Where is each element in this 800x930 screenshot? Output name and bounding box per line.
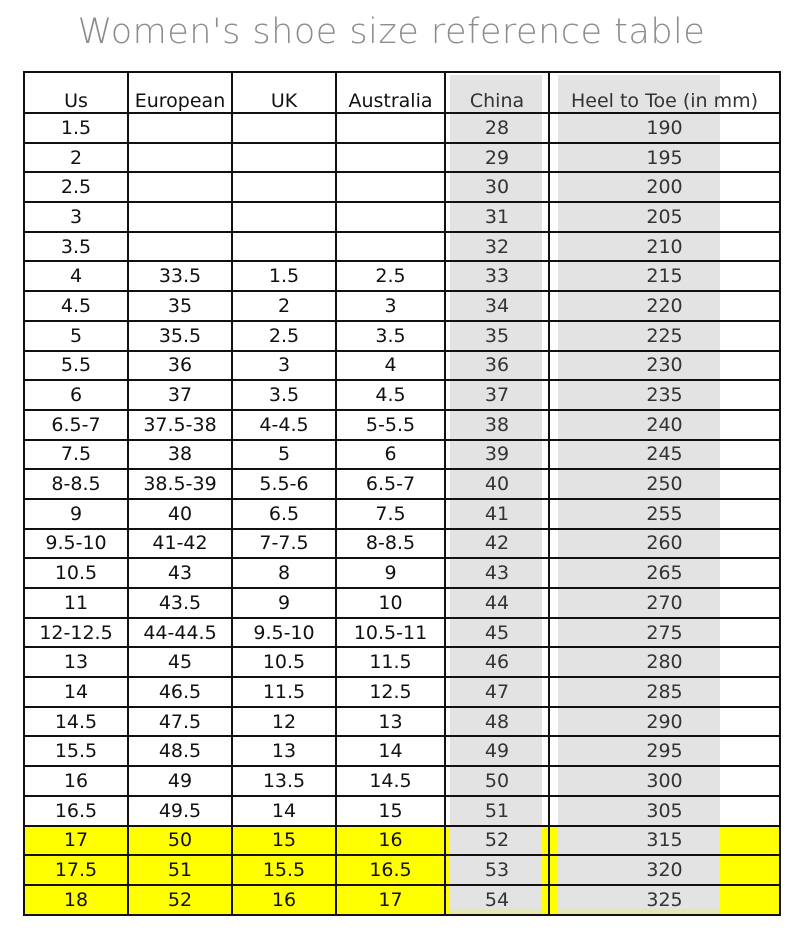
- cell-uk: 9: [232, 588, 336, 618]
- cell-china: 50: [445, 766, 549, 796]
- cell-uk: 15.5: [232, 855, 336, 885]
- cell-australia: 4.5: [336, 380, 445, 410]
- table-row: [24, 232, 780, 262]
- cell-china: 42: [445, 529, 549, 559]
- page-title: Women's shoe size reference table: [77, 12, 706, 52]
- cell-australia: 3: [336, 291, 445, 321]
- table-row: [24, 351, 780, 381]
- cell-us: 8-8.5: [24, 469, 128, 499]
- cell-heel-to-toe: 230: [549, 351, 780, 381]
- cell-us: 11: [24, 588, 128, 618]
- table-row: [24, 736, 780, 766]
- cell-australia: 2.5: [336, 261, 445, 291]
- cell-us: 7.5: [24, 440, 128, 470]
- cell-australia: 10: [336, 588, 445, 618]
- cell-australia: 10.5-11: [336, 618, 445, 648]
- cell-heel-to-toe: 200: [549, 172, 780, 202]
- cell-european: 50: [128, 826, 232, 856]
- cell-us: 16: [24, 766, 128, 796]
- cell-european: 49: [128, 766, 232, 796]
- cell-heel-to-toe: 250: [549, 469, 780, 499]
- cell-uk: 10.5: [232, 647, 336, 677]
- cell-china: 34: [445, 291, 549, 321]
- table-row: [24, 647, 780, 677]
- cell-heel-to-toe: 285: [549, 677, 780, 707]
- cell-china: 54: [445, 885, 549, 915]
- header-china: China: [445, 72, 549, 113]
- cell-us: 14: [24, 677, 128, 707]
- cell-china: 40: [445, 469, 549, 499]
- cell-european: 44-44.5: [128, 618, 232, 648]
- cell-australia: 13: [336, 707, 445, 737]
- cell-european: 46.5: [128, 677, 232, 707]
- cell-uk: 3.5: [232, 380, 336, 410]
- cell-china: 38: [445, 410, 549, 440]
- table-row: [24, 618, 780, 648]
- cell-european: 41-42: [128, 529, 232, 559]
- cell-us: 1.5: [24, 113, 128, 143]
- cell-european: 43: [128, 558, 232, 588]
- cell-european: [128, 232, 232, 262]
- table-row: [24, 202, 780, 232]
- cell-european: 35: [128, 291, 232, 321]
- cell-us: 9: [24, 499, 128, 529]
- table-row: [24, 529, 780, 559]
- cell-heel-to-toe: 215: [549, 261, 780, 291]
- table-row: [24, 707, 780, 737]
- cell-heel-to-toe: 205: [549, 202, 780, 232]
- cell-us: 4.5: [24, 291, 128, 321]
- cell-china: 28: [445, 113, 549, 143]
- cell-australia: 11.5: [336, 647, 445, 677]
- cell-heel-to-toe: 225: [549, 321, 780, 351]
- cell-australia: 14.5: [336, 766, 445, 796]
- cell-heel-to-toe: 290: [549, 707, 780, 737]
- cell-european: 49.5: [128, 796, 232, 826]
- cell-china: 44: [445, 588, 549, 618]
- cell-european: [128, 113, 232, 143]
- cell-australia: 15: [336, 796, 445, 826]
- shoe-size-table: [23, 71, 781, 916]
- cell-european: 45: [128, 647, 232, 677]
- cell-us: 16.5: [24, 796, 128, 826]
- cell-uk: 5: [232, 440, 336, 470]
- cell-european: 43.5: [128, 588, 232, 618]
- cell-us: 5.5: [24, 351, 128, 381]
- cell-us: 18: [24, 885, 128, 915]
- cell-uk: [232, 113, 336, 143]
- header-australia: Australia: [336, 72, 445, 113]
- table-row: [24, 143, 780, 173]
- cell-australia: 5-5.5: [336, 410, 445, 440]
- cell-european: 51: [128, 855, 232, 885]
- cell-heel-to-toe: 260: [549, 529, 780, 559]
- cell-china: 46: [445, 647, 549, 677]
- cell-uk: [232, 232, 336, 262]
- cell-china: 43: [445, 558, 549, 588]
- cell-australia: [336, 143, 445, 173]
- cell-heel-to-toe: 295: [549, 736, 780, 766]
- cell-us: 3: [24, 202, 128, 232]
- cell-china: 52: [445, 826, 549, 856]
- cell-australia: [336, 172, 445, 202]
- table-row: [24, 440, 780, 470]
- cell-australia: 12.5: [336, 677, 445, 707]
- table-row: [24, 677, 780, 707]
- cell-heel-to-toe: 255: [549, 499, 780, 529]
- cell-european: [128, 172, 232, 202]
- cell-china: 29: [445, 143, 549, 173]
- cell-heel-to-toe: 275: [549, 618, 780, 648]
- cell-uk: 16: [232, 885, 336, 915]
- cell-heel-to-toe: 210: [549, 232, 780, 262]
- cell-china: 49: [445, 736, 549, 766]
- cell-european: 47.5: [128, 707, 232, 737]
- cell-china: 51: [445, 796, 549, 826]
- cell-us: 15.5: [24, 736, 128, 766]
- cell-australia: [336, 232, 445, 262]
- cell-uk: [232, 172, 336, 202]
- cell-uk: 9.5-10: [232, 618, 336, 648]
- cell-china: 33: [445, 261, 549, 291]
- cell-australia: 16: [336, 826, 445, 856]
- table-row: [24, 321, 780, 351]
- table-row: [24, 113, 780, 143]
- cell-uk: 5.5-6: [232, 469, 336, 499]
- cell-china: 48: [445, 707, 549, 737]
- cell-us: 9.5-10: [24, 529, 128, 559]
- cell-european: 37: [128, 380, 232, 410]
- cell-australia: [336, 113, 445, 143]
- cell-heel-to-toe: 190: [549, 113, 780, 143]
- table-row: [24, 499, 780, 529]
- cell-heel-to-toe: 270: [549, 588, 780, 618]
- size-table-container: [23, 71, 779, 913]
- cell-heel-to-toe: 245: [549, 440, 780, 470]
- header-european: European: [128, 72, 232, 113]
- table-row: [24, 469, 780, 499]
- cell-australia: 16.5: [336, 855, 445, 885]
- cell-us: 2: [24, 143, 128, 173]
- cell-us: 17: [24, 826, 128, 856]
- cell-european: 40: [128, 499, 232, 529]
- cell-us: 6: [24, 380, 128, 410]
- table-row: [24, 766, 780, 796]
- cell-uk: [232, 202, 336, 232]
- cell-heel-to-toe: 220: [549, 291, 780, 321]
- cell-us: 13: [24, 647, 128, 677]
- cell-uk: [232, 143, 336, 173]
- table-row: [24, 380, 780, 410]
- cell-australia: [336, 202, 445, 232]
- table-row: [24, 558, 780, 588]
- cell-uk: 1.5: [232, 261, 336, 291]
- cell-european: 38: [128, 440, 232, 470]
- cell-china: 32: [445, 232, 549, 262]
- cell-china: 37: [445, 380, 549, 410]
- cell-uk: 13.5: [232, 766, 336, 796]
- cell-uk: 4-4.5: [232, 410, 336, 440]
- cell-china: 41: [445, 499, 549, 529]
- cell-australia: 4: [336, 351, 445, 381]
- cell-uk: 7-7.5: [232, 529, 336, 559]
- cell-heel-to-toe: 300: [549, 766, 780, 796]
- cell-uk: 12: [232, 707, 336, 737]
- cell-heel-to-toe: 265: [549, 558, 780, 588]
- cell-australia: 6.5-7: [336, 469, 445, 499]
- cell-heel-to-toe: 195: [549, 143, 780, 173]
- cell-heel-to-toe: 240: [549, 410, 780, 440]
- cell-heel-to-toe: 315: [549, 826, 780, 856]
- cell-china: 53: [445, 855, 549, 885]
- cell-uk: 6.5: [232, 499, 336, 529]
- table-header-row: [24, 72, 780, 113]
- table-row: [24, 885, 780, 915]
- cell-china: 31: [445, 202, 549, 232]
- cell-us: 3.5: [24, 232, 128, 262]
- cell-australia: 14: [336, 736, 445, 766]
- cell-us: 4: [24, 261, 128, 291]
- table-row: [24, 172, 780, 202]
- cell-us: 10.5: [24, 558, 128, 588]
- table-row: [24, 261, 780, 291]
- cell-uk: 2.5: [232, 321, 336, 351]
- table-row: [24, 588, 780, 618]
- cell-european: [128, 143, 232, 173]
- cell-heel-to-toe: 305: [549, 796, 780, 826]
- cell-european: 33.5: [128, 261, 232, 291]
- cell-european: 37.5-38: [128, 410, 232, 440]
- cell-european: 36: [128, 351, 232, 381]
- cell-australia: 9: [336, 558, 445, 588]
- cell-uk: 14: [232, 796, 336, 826]
- cell-us: 12-12.5: [24, 618, 128, 648]
- cell-european: 35.5: [128, 321, 232, 351]
- header-us: Us: [24, 72, 128, 113]
- cell-china: 39: [445, 440, 549, 470]
- header-heel-to-toe: Heel to Toe (in mm): [549, 72, 780, 113]
- cell-china: 30: [445, 172, 549, 202]
- cell-us: 17.5: [24, 855, 128, 885]
- cell-australia: 6: [336, 440, 445, 470]
- table-row: [24, 855, 780, 885]
- cell-us: 14.5: [24, 707, 128, 737]
- cell-australia: 3.5: [336, 321, 445, 351]
- cell-australia: 7.5: [336, 499, 445, 529]
- cell-china: 36: [445, 351, 549, 381]
- cell-china: 47: [445, 677, 549, 707]
- cell-european: 38.5-39: [128, 469, 232, 499]
- cell-uk: 2: [232, 291, 336, 321]
- cell-european: 48.5: [128, 736, 232, 766]
- cell-heel-to-toe: 320: [549, 855, 780, 885]
- cell-european: 52: [128, 885, 232, 915]
- table-row: [24, 826, 780, 856]
- cell-china: 45: [445, 618, 549, 648]
- cell-heel-to-toe: 325: [549, 885, 780, 915]
- cell-uk: 8: [232, 558, 336, 588]
- cell-uk: 3: [232, 351, 336, 381]
- cell-china: 35: [445, 321, 549, 351]
- cell-us: 5: [24, 321, 128, 351]
- cell-uk: 15: [232, 826, 336, 856]
- table-row: [24, 291, 780, 321]
- cell-uk: 11.5: [232, 677, 336, 707]
- table-row: [24, 410, 780, 440]
- table-row: [24, 796, 780, 826]
- cell-uk: 13: [232, 736, 336, 766]
- cell-us: 6.5-7: [24, 410, 128, 440]
- cell-european: [128, 202, 232, 232]
- header-uk: UK: [232, 72, 336, 113]
- cell-heel-to-toe: 280: [549, 647, 780, 677]
- cell-australia: 8-8.5: [336, 529, 445, 559]
- cell-us: 2.5: [24, 172, 128, 202]
- cell-heel-to-toe: 235: [549, 380, 780, 410]
- cell-australia: 17: [336, 885, 445, 915]
